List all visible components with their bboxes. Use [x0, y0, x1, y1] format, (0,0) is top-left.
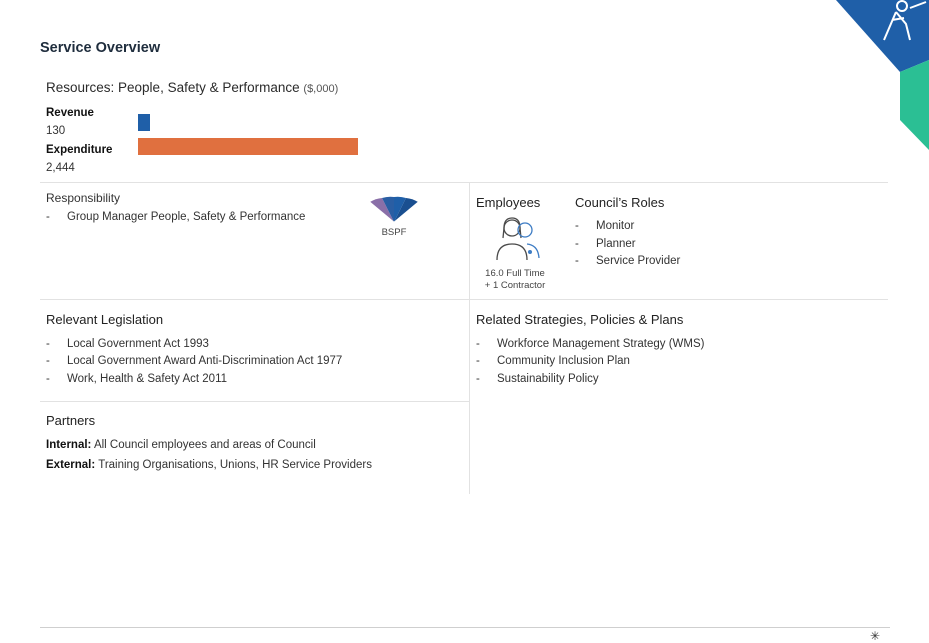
corner-decoration — [830, 0, 929, 155]
legislation-text: Local Government Award Anti-Discrimination Act 1977 — [67, 355, 343, 367]
legislation-item — [46, 338, 209, 350]
legislation-item — [46, 373, 227, 385]
divider-middle — [40, 299, 888, 300]
partners-internal-label: Internal: — [46, 439, 92, 451]
asterisk-icon: ✳ — [870, 629, 881, 643]
responsibility-heading: Responsibility — [46, 191, 121, 205]
council-role-text: Service Provider — [596, 255, 681, 267]
council-role-text: Monitor — [596, 220, 635, 232]
page-title: Service Overview — [40, 40, 161, 56]
partners-external-text: Training Organisations, Unions, HR Service Providers — [98, 459, 372, 471]
employee-person-icon — [494, 214, 542, 262]
divider-left-lower — [40, 401, 469, 402]
bullet-dash: - — [575, 220, 579, 232]
bullet-dash: - — [46, 355, 50, 367]
strategies-heading: Related Strategies, Policies & Plans — [476, 312, 684, 327]
expenditure-label: Expenditure — [46, 144, 113, 156]
footer-rule — [40, 627, 890, 628]
responsibility-item — [46, 211, 305, 223]
council-role-item — [575, 238, 636, 250]
strategy-text: Community Inclusion Plan — [497, 355, 630, 367]
partners-heading: Partners — [46, 413, 96, 428]
employees-fulltime: 16.0 Full Time — [485, 268, 545, 279]
strategy-item — [476, 355, 630, 367]
bullet-dash: - — [575, 238, 579, 250]
resources-unit: ($,000) — [303, 83, 339, 95]
strategy-item — [476, 338, 705, 350]
strategy-item — [476, 373, 599, 385]
revenue-label: Revenue — [46, 107, 94, 119]
strategy-text: Workforce Management Strategy (WMS) — [497, 338, 705, 350]
bullet-dash: - — [476, 355, 480, 367]
partners-internal-text: All Council employees and areas of Council — [93, 439, 316, 451]
partners-external — [46, 459, 372, 471]
resources-heading — [46, 80, 338, 95]
bullet-dash: - — [476, 338, 480, 350]
council-role-text: Planner — [596, 238, 636, 250]
bspf-fan-icon — [368, 196, 420, 224]
expenditure-bar — [138, 138, 358, 155]
partners-internal — [46, 439, 316, 451]
strategy-text: Sustainability Policy — [497, 373, 599, 385]
divider-vertical — [469, 182, 470, 494]
expenditure-value: 2,444 — [46, 162, 75, 174]
revenue-value: 130 — [46, 125, 66, 137]
bspf-label: BSPF — [381, 227, 407, 238]
legislation-heading: Relevant Legislation — [46, 312, 164, 327]
council-roles-heading: Council’s Roles — [575, 195, 665, 210]
partners-external-label: External: — [46, 459, 96, 471]
legislation-text: Local Government Act 1993 — [67, 338, 209, 350]
council-role-item — [575, 255, 680, 267]
bullet-dash: - — [476, 373, 480, 385]
bullet-dash: - — [46, 338, 50, 350]
legislation-item — [46, 355, 342, 367]
council-role-item — [575, 220, 634, 232]
employees-heading: Employees — [476, 195, 541, 210]
divider-top — [40, 182, 888, 183]
bullet-dash: - — [575, 255, 579, 267]
resources-title: Resources: People, Safety & Performance — [46, 80, 300, 95]
bullet-dash: - — [46, 211, 50, 223]
legislation-text: Work, Health & Safety Act 2011 — [67, 373, 228, 385]
employees-contractor: + 1 Contractor — [484, 280, 546, 291]
bullet-dash: - — [46, 373, 50, 385]
responsibility-item-text: Group Manager People, Safety & Performance — [67, 211, 306, 223]
revenue-bar — [138, 114, 150, 131]
